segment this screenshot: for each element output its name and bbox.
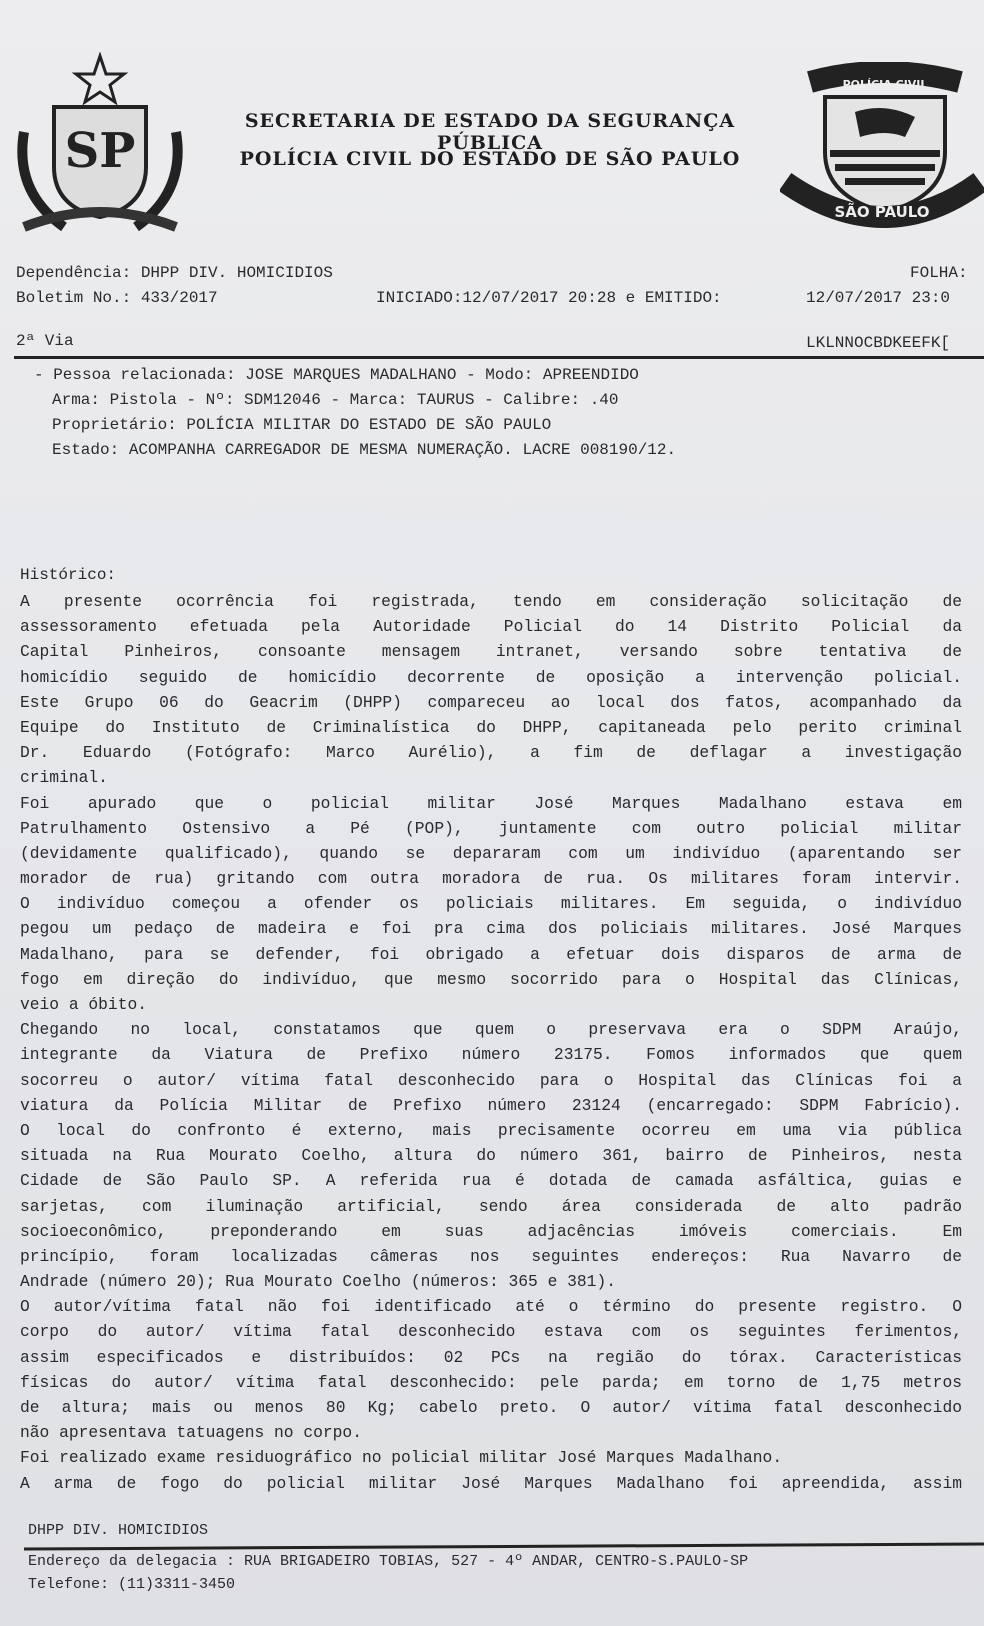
historico-line: Chegando no local, constatamos que quem o preservava era o SDPM Araújo, — [20, 1020, 962, 1040]
historico-line: fogo em direção do indivíduo, que mesmo socorrido para o Hospital das Clínicas, — [20, 969, 962, 989]
historico-line: (devidamente qualificado), quando se depararam com um indivíduo (aparentando ser — [20, 843, 962, 863]
header-divider — [14, 356, 984, 359]
historico-line: socorreu o autor/ vítima fatal desconhecido para o Hospital das Clínicas foi a — [20, 1070, 962, 1090]
pessoa-relacionada: - Pessoa relacionada: JOSE MARQUES MADALHANO - Modo: APREENDIDO — [34, 366, 639, 384]
historico-line: viatura da Polícia Militar de Prefixo número 23124 (encarregado: SDPM Fabrício). — [20, 1095, 962, 1115]
historico-line: físicas do autor/ vítima fatal desconhecido: pele parda; em torno de 1,75 metros — [20, 1372, 962, 1392]
footer-phone: Telefone: (11)3311-3450 — [28, 1576, 236, 1593]
historico-line: Este Grupo 06 do Geacrim (DHPP) compareceu ao local dos fatos, acompanhado da — [20, 692, 962, 712]
historico-line: Patrulhamento Ostensivo a Pé (POP), juntamente com outro policial militar — [20, 818, 962, 838]
historico-line: corpo do autor/ vítima fatal desconhecido estava com os seguintes ferimentos, — [20, 1322, 962, 1342]
historico-line: O local do confronto é externo, mais precisamente ocorreu em uma via pública — [20, 1120, 962, 1140]
historico-line: A arma de fogo do policial militar José Marques Madalhano foi apreendida, assim — [20, 1473, 962, 1493]
header-line-1: SECRETARIA DE ESTADO DA SEGURANÇA PÚBLICA — [244, 110, 736, 154]
historico-line: O autor/vítima fatal não foi identificado até o término do presente registro. O — [20, 1297, 962, 1317]
historico-line: Equipe do Instituto de Criminalística do DHPP, capitaneada pelo perito criminal — [20, 717, 962, 737]
dependencia: Dependência: DHPP DIV. HOMICIDIOS — [16, 264, 333, 282]
historico-line: sarjetas, com iluminação artificial, sendo área considerada de alto padrão — [20, 1196, 962, 1216]
historico-line: integrante da Viatura de Prefixo número 23175. Fomos informados que quem — [20, 1045, 962, 1065]
iniciado-emitido: INICIADO:12/07/2017 20:28 e EMITIDO: — [376, 289, 722, 307]
historico-line: A presente ocorrência foi registrada, tendo em consideração solicitação de — [20, 592, 962, 611]
historico-line: de altura; mais ou menos 80 Kg; cabelo preto. O autor/ vítima fatal desconhecido — [20, 1398, 962, 1417]
proprietario: Proprietário: POLÍCIA MILITAR DO ESTADO DE SÃO PAULO — [52, 416, 552, 434]
historico-line: não apresentava tatuagens no corpo. — [20, 1423, 362, 1443]
estado: Estado: ACOMPANHA CARREGADOR DE MESMA NUMERAÇÃO. LACRE 008190/12. — [52, 441, 677, 459]
boletim-number: Boletim No.: 433/2017 — [16, 289, 218, 307]
historico-line: homicídio seguido de homicídio decorrente de oposição a intervenção policial. — [20, 667, 962, 687]
svg-text:POLÍCIA CIVIL: POLÍCIA CIVIL — [842, 78, 928, 91]
historico-line: situada na Rua Mourato Coelho, altura do número 361, bairro de Pinheiros, nesta — [20, 1146, 962, 1166]
historico-line: pegou um pedaço de madeira e foi pra cima dos policiais militares. José Marques — [20, 919, 962, 939]
historico-line: criminal. — [20, 768, 108, 788]
via-label: 2ª Via — [16, 332, 74, 350]
historico-line: socioeconômico, preponderando em suas adjacências imóveis comerciais. Em — [20, 1221, 962, 1241]
historico-line: Madalhano, para se defender, foi obrigado a efetuar dois disparos de arma de — [20, 944, 962, 964]
sp-state-coat-of-arms-logo — [14, 52, 186, 232]
historico-line: Andrade (número 20); Rua Mourato Coelho (números: 365 e 381). — [20, 1272, 616, 1292]
historico-line: assim especificados e distribuídos: 02 PCs na região do tórax. Características — [20, 1347, 962, 1367]
historico-line: O indivíduo começou a ofender os policiais militares. Em seguida, o indivíduo — [20, 894, 962, 914]
header-line-2: POLÍCIA CIVIL DO ESTADO DE SÃO PAULO — [239, 148, 741, 170]
footer-divider — [24, 1542, 984, 1550]
historico-line: Capital Pinheiros, consoante mensagem intranet, versando sobre tentativa de — [20, 642, 962, 662]
historico-line: Foi realizado exame residuográfico no policial militar José Marques Madalhano. — [20, 1448, 783, 1468]
historico-text — [20, 589, 962, 1496]
historico-line: assessoramento efetuada pela Autoridade Policial do 14 Distrito Policial da — [20, 617, 962, 637]
historico-heading: Histórico: — [20, 566, 117, 584]
folha-label: FOLHA: — [910, 264, 968, 282]
svg-text:SÃO PAULO: SÃO PAULO — [834, 203, 930, 221]
footer-address: Endereço da delegacia : RUA BRIGADEIRO TOBIAS, 527 - 4º ANDAR, CENTRO-S.PAULO-SP — [28, 1553, 749, 1570]
svg-text:SP: SP — [64, 123, 136, 179]
policia-civil-badge-logo — [780, 62, 984, 230]
emitido-date: 12/07/2017 23:0 — [806, 289, 951, 307]
document-code: LKLNNOCBDKEEFK[ — [806, 334, 951, 352]
historico-line: veio a óbito. — [20, 995, 148, 1014]
historico-line: morador de rua) gritando com outra moradora de rua. Os militares foram intervir. — [20, 869, 962, 889]
arma: Arma: Pistola - Nº: SDM12046 - Marca: TAURUS - Calibre: .40 — [52, 391, 619, 409]
historico-line: Foi apurado que o policial militar José Marques Madalhano estava em — [20, 793, 962, 813]
historico-line: princípio, foram localizadas câmeras nos seguintes endereços: Rua Navarro de — [20, 1246, 962, 1266]
historico-line: Dr. Eduardo (Fotógrafo: Marco Aurélio), a fim de deflagar a investigação — [20, 743, 962, 763]
footer-dept: DHPP DIV. HOMICIDIOS — [28, 1522, 209, 1539]
historico-line: Cidade de São Paulo SP. A referida rua é dotada de camada asfáltica, guias e — [20, 1171, 962, 1191]
